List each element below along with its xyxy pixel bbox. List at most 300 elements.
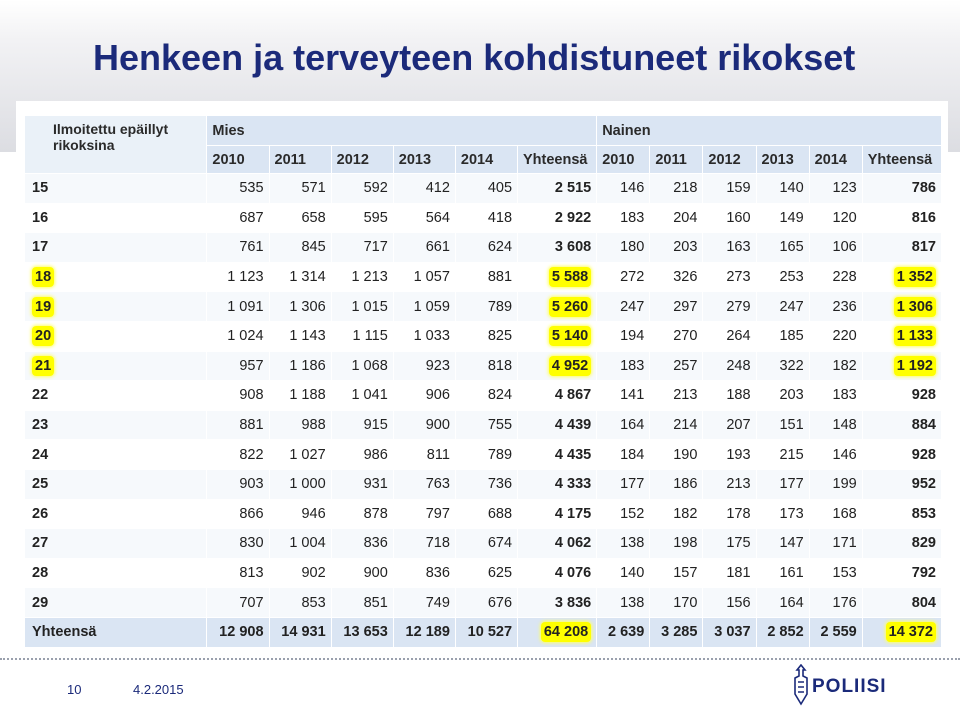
cell-value: 881 — [239, 417, 264, 434]
crime-statistics-table — [24, 115, 942, 648]
cell-value: 1 306 — [894, 297, 936, 317]
cell-value: 138 — [620, 535, 645, 552]
cell-value: 718 — [425, 535, 450, 552]
value-cell — [269, 529, 331, 559]
year-header-cell: 2012 — [331, 146, 393, 174]
value-cell — [331, 499, 393, 529]
value-cell — [269, 440, 331, 470]
value-cell — [809, 410, 862, 440]
cell-value: 811 — [426, 446, 450, 463]
cell-value: 5 260 — [549, 297, 591, 317]
value-cell — [269, 381, 331, 411]
value-cell — [809, 440, 862, 470]
value-cell — [703, 292, 756, 322]
value-cell — [597, 410, 650, 440]
value-cell — [650, 469, 703, 499]
value-cell — [862, 588, 941, 618]
value-cell — [269, 262, 331, 292]
age-cell — [25, 529, 207, 559]
cell-value: 183 — [620, 209, 645, 226]
value-cell — [518, 174, 597, 204]
cell-value: 264 — [726, 328, 751, 345]
age-label: 15 — [32, 180, 49, 197]
cell-value: 123 — [832, 180, 857, 197]
total-value-cell — [518, 617, 597, 647]
cell-value: 165 — [779, 239, 804, 256]
total-value: 2 559 — [820, 624, 857, 641]
value-cell — [862, 529, 941, 559]
cell-value: 707 — [239, 594, 264, 611]
cell-value: 688 — [487, 505, 513, 522]
total-value-cell — [269, 617, 331, 647]
page-number: 10 — [67, 682, 82, 697]
value-cell — [518, 381, 597, 411]
value-cell — [518, 499, 597, 529]
value-cell — [518, 440, 597, 470]
cell-value: 836 — [425, 565, 450, 582]
value-cell — [207, 469, 269, 499]
cell-value: 213 — [673, 387, 698, 404]
cell-value: 1 041 — [351, 387, 388, 404]
age-cell — [25, 440, 207, 470]
value-cell — [455, 292, 517, 322]
value-cell — [703, 440, 756, 470]
cell-value: 1 314 — [289, 269, 326, 286]
age-cell — [25, 174, 207, 204]
value-cell — [331, 233, 393, 263]
value-cell — [207, 529, 269, 559]
cell-value: 853 — [301, 594, 326, 611]
cell-value: 851 — [363, 594, 388, 611]
cell-value: 297 — [673, 298, 698, 315]
cell-value: 1 133 — [894, 326, 936, 346]
value-cell — [455, 499, 517, 529]
cell-value: 928 — [911, 387, 936, 404]
value-cell — [597, 233, 650, 263]
age-label: 25 — [32, 476, 49, 493]
value-cell — [809, 381, 862, 411]
cell-value: 878 — [363, 505, 388, 522]
cell-value: 270 — [673, 328, 698, 345]
cell-value: 4 439 — [554, 417, 592, 434]
value-cell — [597, 381, 650, 411]
value-cell — [756, 588, 809, 618]
value-cell — [331, 321, 393, 351]
age-cell — [25, 499, 207, 529]
cell-value: 168 — [832, 505, 857, 522]
value-cell — [207, 381, 269, 411]
cell-value: 177 — [620, 476, 645, 493]
cell-value: 755 — [487, 417, 513, 434]
table-container — [16, 101, 948, 653]
value-cell — [597, 351, 650, 381]
value-cell — [703, 469, 756, 499]
value-cell — [207, 588, 269, 618]
cell-value: 866 — [239, 505, 264, 522]
value-cell — [703, 233, 756, 263]
total-value-cell — [809, 617, 862, 647]
value-cell — [207, 440, 269, 470]
value-cell — [650, 529, 703, 559]
value-cell — [393, 469, 455, 499]
cell-value: 273 — [726, 269, 751, 286]
value-cell — [518, 292, 597, 322]
cell-value: 183 — [620, 357, 645, 374]
cell-value: 257 — [673, 357, 698, 374]
cell-value: 564 — [425, 209, 450, 226]
cell-value: 816 — [911, 209, 936, 226]
value-cell — [597, 588, 650, 618]
cell-value: 1 115 — [352, 328, 388, 345]
age-cell — [25, 469, 207, 499]
value-cell — [331, 588, 393, 618]
cell-value: 4 435 — [554, 446, 592, 463]
table-row — [25, 381, 942, 411]
value-cell — [756, 499, 809, 529]
cell-value: 181 — [726, 565, 751, 582]
cell-value: 957 — [239, 357, 264, 374]
table-row — [25, 262, 942, 292]
cell-value: 836 — [363, 535, 388, 552]
year-header-cell: 2011 — [269, 146, 331, 174]
value-cell — [650, 203, 703, 233]
cell-value: 180 — [620, 239, 645, 256]
cell-value: 915 — [363, 417, 388, 434]
value-cell — [269, 321, 331, 351]
cell-value: 761 — [239, 239, 264, 256]
value-cell — [597, 529, 650, 559]
value-cell — [862, 292, 941, 322]
cell-value: 884 — [911, 417, 936, 434]
age-label: 24 — [32, 446, 49, 463]
value-cell — [518, 262, 597, 292]
cell-value: 1 186 — [289, 357, 326, 374]
year-header-cell: 2010 — [207, 146, 269, 174]
slide-date: 4.2.2015 — [133, 682, 184, 697]
cell-value: 1 004 — [289, 535, 326, 552]
value-cell — [756, 529, 809, 559]
value-cell — [455, 203, 517, 233]
value-cell — [518, 233, 597, 263]
value-cell — [756, 262, 809, 292]
cell-value: 213 — [726, 476, 751, 493]
age-label: 29 — [32, 594, 49, 611]
cell-value: 1 027 — [289, 446, 326, 463]
year-header-cell: Yhteensä — [862, 146, 941, 174]
cell-value: 5 140 — [549, 326, 591, 346]
value-cell — [597, 499, 650, 529]
total-value: 12 189 — [405, 624, 450, 641]
value-cell — [393, 558, 455, 588]
cell-value: 4 076 — [554, 565, 592, 582]
table-row — [25, 440, 942, 470]
cell-value: 218 — [673, 180, 698, 197]
cell-value: 176 — [832, 594, 857, 611]
age-cell — [25, 558, 207, 588]
age-label: 27 — [32, 535, 49, 552]
cell-value: 571 — [301, 180, 326, 197]
total-value: 3 037 — [714, 624, 751, 641]
value-cell — [703, 351, 756, 381]
cell-value: 322 — [779, 357, 804, 374]
cell-value: 1 057 — [413, 269, 450, 286]
cell-value: 881 — [487, 269, 513, 286]
total-value: 10 527 — [467, 624, 513, 641]
value-cell — [703, 558, 756, 588]
age-cell — [25, 262, 207, 292]
age-label: 22 — [32, 387, 49, 404]
value-cell — [207, 233, 269, 263]
age-cell — [25, 203, 207, 233]
age-cell — [25, 588, 207, 618]
cell-value: 236 — [832, 298, 857, 315]
year-header-cell: 2013 — [756, 146, 809, 174]
value-cell — [809, 174, 862, 204]
value-cell — [331, 292, 393, 322]
year-header-cell: 2011 — [650, 146, 703, 174]
value-cell — [862, 381, 941, 411]
cell-value: 163 — [726, 239, 751, 256]
cell-value: 818 — [487, 357, 513, 374]
cell-value: 824 — [487, 387, 513, 404]
value-cell — [393, 203, 455, 233]
value-cell — [703, 529, 756, 559]
value-cell — [597, 321, 650, 351]
value-cell — [269, 351, 331, 381]
cell-value: 928 — [911, 446, 936, 463]
poliisi-logo — [790, 664, 900, 708]
value-cell — [207, 262, 269, 292]
table-body — [25, 174, 942, 648]
total-value: 2 639 — [608, 624, 645, 641]
value-cell — [393, 588, 455, 618]
cell-value: 1 143 — [289, 328, 326, 345]
cell-value: 825 — [487, 328, 513, 345]
value-cell — [756, 410, 809, 440]
cell-value: 1 024 — [227, 328, 264, 345]
cell-value: 845 — [301, 239, 326, 256]
value-cell — [393, 262, 455, 292]
cell-value: 2 515 — [554, 180, 592, 197]
cell-value: 203 — [673, 239, 698, 256]
cell-value: 138 — [620, 594, 645, 611]
value-cell — [703, 321, 756, 351]
value-cell — [597, 174, 650, 204]
cell-value: 198 — [673, 535, 698, 552]
table-row — [25, 321, 942, 351]
value-cell — [703, 203, 756, 233]
value-cell — [455, 588, 517, 618]
cell-value: 182 — [673, 505, 698, 522]
cell-value: 184 — [620, 446, 645, 463]
cell-value: 177 — [779, 476, 804, 493]
cell-value: 228 — [832, 269, 857, 286]
value-cell — [703, 499, 756, 529]
value-cell — [269, 588, 331, 618]
cell-value: 853 — [911, 505, 936, 522]
cell-value: 253 — [779, 269, 804, 286]
total-value-cell — [703, 617, 756, 647]
value-cell — [269, 469, 331, 499]
cell-value: 986 — [363, 446, 388, 463]
cell-value: 182 — [832, 357, 857, 374]
table-row — [25, 410, 942, 440]
cell-value: 4 867 — [554, 387, 592, 404]
value-cell — [862, 233, 941, 263]
cell-value: 592 — [363, 180, 388, 197]
cell-value: 817 — [911, 239, 936, 256]
value-cell — [393, 233, 455, 263]
value-cell — [207, 321, 269, 351]
cell-value: 736 — [487, 476, 513, 493]
cell-value: 183 — [832, 387, 857, 404]
year-header-cell: 2014 — [809, 146, 862, 174]
cell-value: 624 — [487, 239, 513, 256]
value-cell — [207, 174, 269, 204]
cell-value: 792 — [911, 565, 936, 582]
total-row — [25, 617, 942, 647]
value-cell — [393, 440, 455, 470]
cell-value: 188 — [726, 387, 751, 404]
cell-value: 4 333 — [554, 476, 592, 493]
value-cell — [331, 469, 393, 499]
total-value: 2 852 — [767, 624, 804, 641]
cell-value: 186 — [673, 476, 698, 493]
value-cell — [809, 203, 862, 233]
value-cell — [862, 203, 941, 233]
value-cell — [518, 203, 597, 233]
value-cell — [756, 203, 809, 233]
cell-value: 658 — [301, 209, 326, 226]
total-value-cell — [650, 617, 703, 647]
table-row — [25, 351, 942, 381]
cell-value: 193 — [726, 446, 751, 463]
cell-value: 674 — [487, 535, 513, 552]
cell-value: 140 — [779, 180, 804, 197]
cell-value: 988 — [301, 417, 326, 434]
cell-value: 661 — [425, 239, 450, 256]
value-cell — [455, 174, 517, 204]
cell-value: 786 — [911, 180, 936, 197]
cell-value: 178 — [726, 505, 751, 522]
cell-value: 149 — [779, 209, 804, 226]
cell-value: 829 — [911, 535, 936, 552]
age-label: 19 — [32, 297, 54, 317]
value-cell — [393, 292, 455, 322]
value-cell — [862, 321, 941, 351]
value-cell — [518, 410, 597, 440]
cell-value: 140 — [620, 565, 645, 582]
cell-value: 687 — [239, 209, 264, 226]
value-cell — [650, 440, 703, 470]
value-cell — [650, 588, 703, 618]
value-cell — [455, 351, 517, 381]
value-cell — [393, 529, 455, 559]
value-cell — [650, 292, 703, 322]
cell-value: 749 — [425, 594, 450, 611]
table-row — [25, 529, 942, 559]
age-label: 20 — [32, 326, 54, 346]
value-cell — [518, 588, 597, 618]
value-cell — [269, 292, 331, 322]
value-cell — [269, 499, 331, 529]
value-cell — [518, 529, 597, 559]
value-cell — [809, 529, 862, 559]
cell-value: 151 — [779, 417, 804, 434]
cell-value: 813 — [239, 565, 264, 582]
value-cell — [597, 440, 650, 470]
cell-value: 146 — [832, 446, 857, 463]
table-row — [25, 174, 942, 204]
value-cell — [809, 499, 862, 529]
cell-value: 207 — [726, 417, 751, 434]
value-cell — [650, 233, 703, 263]
value-cell — [862, 469, 941, 499]
total-value-cell — [862, 617, 941, 647]
value-cell — [269, 233, 331, 263]
cell-value: 156 — [726, 594, 751, 611]
table-row — [25, 233, 942, 263]
value-cell — [597, 203, 650, 233]
value-cell — [331, 381, 393, 411]
cell-value: 906 — [425, 387, 450, 404]
value-cell — [756, 233, 809, 263]
value-cell — [756, 469, 809, 499]
cell-value: 405 — [487, 180, 513, 197]
cell-value: 822 — [239, 446, 264, 463]
cell-value: 952 — [911, 476, 936, 493]
cell-value: 153 — [832, 565, 857, 582]
value-cell — [756, 351, 809, 381]
cell-value: 220 — [832, 328, 857, 345]
cell-value: 157 — [673, 565, 698, 582]
age-cell — [25, 410, 207, 440]
value-cell — [455, 233, 517, 263]
value-cell — [650, 174, 703, 204]
cell-value: 170 — [673, 594, 698, 611]
value-cell — [207, 499, 269, 529]
cell-value: 272 — [620, 269, 645, 286]
value-cell — [809, 292, 862, 322]
value-cell — [269, 558, 331, 588]
cell-value: 203 — [779, 387, 804, 404]
total-value-cell — [756, 617, 809, 647]
slide-title: Henkeen ja terveyteen kohdistuneet rikokset — [93, 37, 856, 78]
footer-divider — [0, 658, 960, 660]
cell-value: 946 — [301, 505, 326, 522]
police-emblem-icon — [790, 664, 812, 708]
value-cell — [597, 558, 650, 588]
cell-value: 164 — [620, 417, 645, 434]
value-cell — [809, 262, 862, 292]
age-label: 28 — [32, 565, 49, 582]
value-cell — [331, 174, 393, 204]
group-header-female: Nainen — [597, 116, 942, 146]
total-value-cell — [331, 617, 393, 647]
value-cell — [809, 588, 862, 618]
cell-value: 625 — [487, 565, 513, 582]
value-cell — [393, 321, 455, 351]
age-cell — [25, 381, 207, 411]
cell-value: 4 062 — [554, 535, 592, 552]
cell-value: 190 — [673, 446, 698, 463]
cell-value: 175 — [726, 535, 751, 552]
value-cell — [862, 174, 941, 204]
cell-value: 159 — [726, 180, 751, 197]
cell-value: 830 — [239, 535, 264, 552]
value-cell — [809, 351, 862, 381]
year-header-cell: 2013 — [393, 146, 455, 174]
